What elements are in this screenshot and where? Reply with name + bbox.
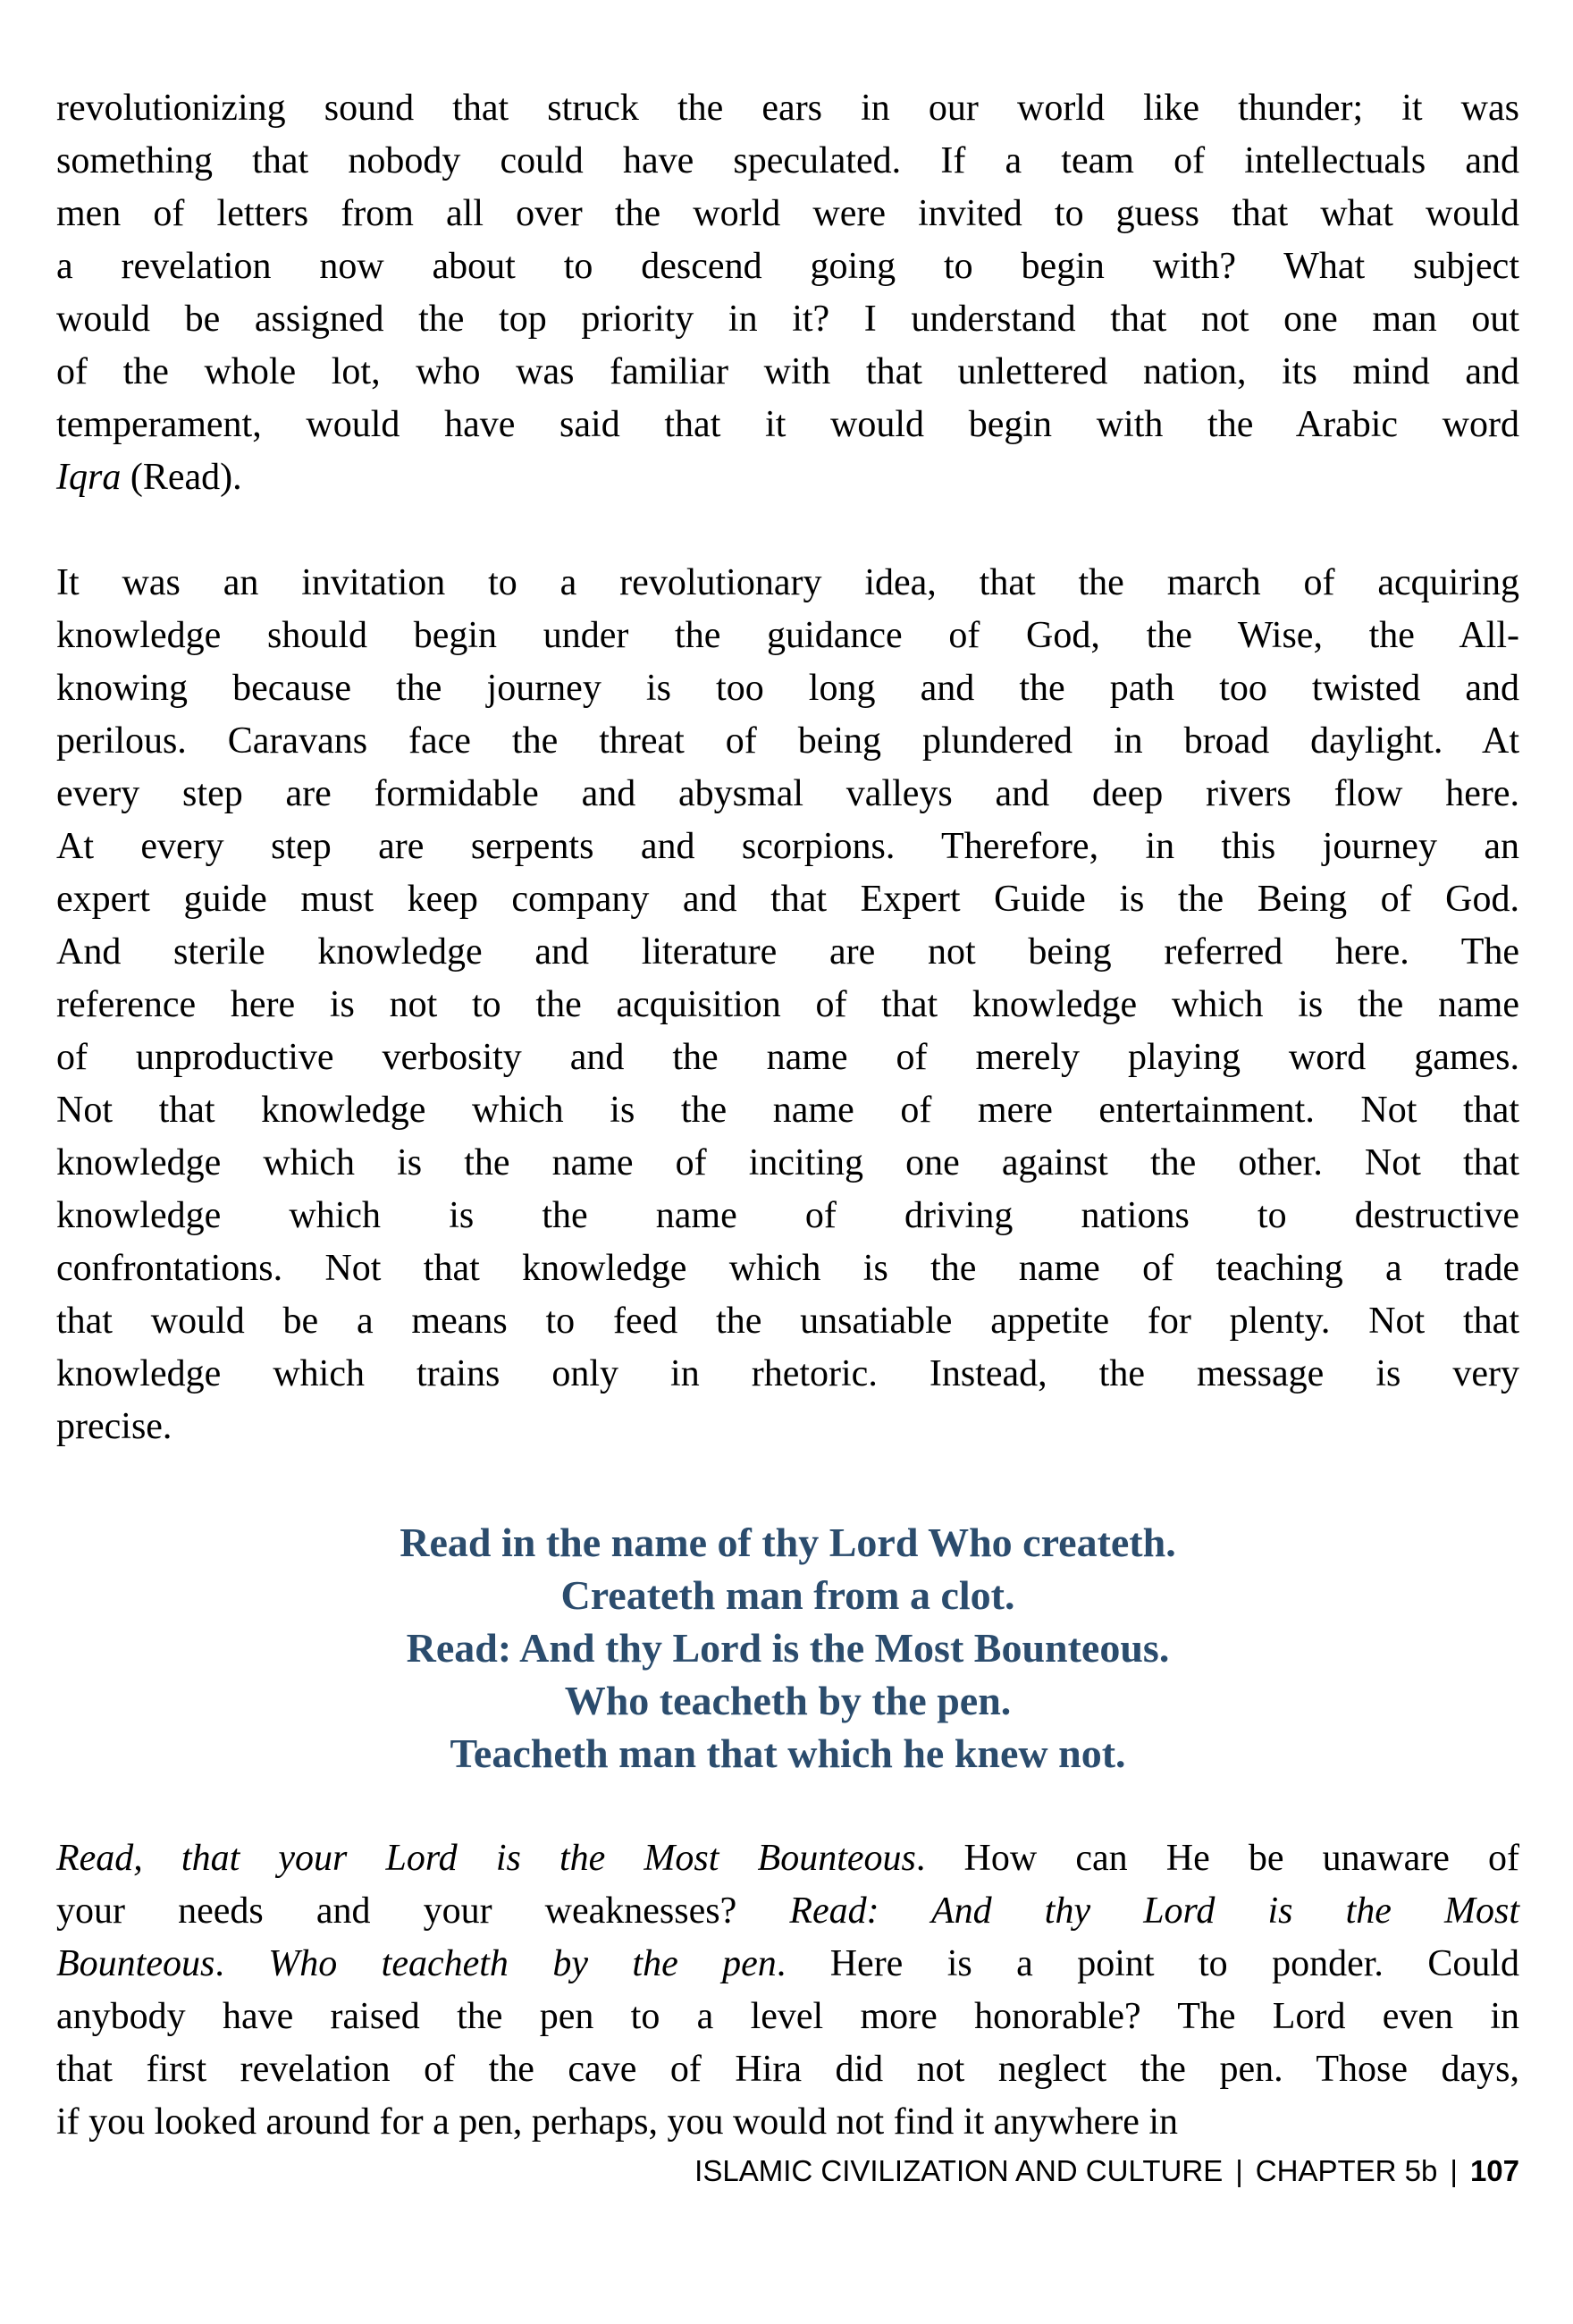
text-line: reference here is not to the acquisition of that knowledge which is the name xyxy=(56,984,1519,1025)
text-line: Not that knowledge which is the name of mere entertainment. Not that xyxy=(56,1090,1519,1131)
text-line xyxy=(56,1938,1519,1991)
paragraph-1 xyxy=(56,82,1519,504)
verse-line: Read: And thy Lord is the Most Bounteous. xyxy=(406,1625,1170,1671)
italic-text-segment: Read: And thy Lord is the Most xyxy=(789,1890,1519,1932)
text-line: knowledge which trains only in rhetoric. Instead, the message is very xyxy=(56,1353,1519,1394)
text-segment: (Read). xyxy=(121,457,242,498)
text-line: knowledge which is the name of inciting one against the other. Not that xyxy=(56,1142,1519,1183)
verse-line: Teacheth man that which he knew not. xyxy=(450,1730,1126,1776)
text-segment: . How can He be unaware of xyxy=(915,1838,1519,1879)
footer-page-number: 107 xyxy=(1469,2154,1519,2187)
italic-text-segment: Bounteous xyxy=(56,1943,215,1984)
text-line xyxy=(56,451,1519,504)
text-line: if you looked around for a pen, perhaps, you would not find it anywhere in xyxy=(56,2101,1179,2143)
text-segment: . xyxy=(214,1943,269,1984)
text-line: It was an invitation to a revolutionary idea, that the march of acquiring xyxy=(56,562,1519,603)
text-line: And sterile knowledge and literature are not being referred here. The xyxy=(56,931,1519,973)
text-line: of the whole lot, who was familiar with that unlettered nation, its mind and xyxy=(56,351,1519,392)
italic-text-segment: Who teacheth by the pen xyxy=(268,1943,777,1984)
paragraph-2 xyxy=(56,557,1519,1453)
text-line: every step are formidable and abysmal valleys and deep rivers flow here. xyxy=(56,773,1519,814)
text-line: that would be a means to feed the unsatiable appetite for plenty. Not that xyxy=(56,1301,1519,1342)
italic-text-segment: Iqra xyxy=(56,457,122,498)
verse-line: Createth man from a clot. xyxy=(560,1572,1015,1618)
footer-separator: | xyxy=(1235,2154,1243,2187)
text-line: knowledge which is the name of driving nations to destructive xyxy=(56,1195,1519,1236)
text-line: knowledge should begin under the guidance of God, the Wise, the All- xyxy=(56,615,1519,656)
text-segment: . Here is a point to ponder. Could xyxy=(776,1943,1520,1984)
verse-line: Read in the name of thy Lord Who createth. xyxy=(400,1520,1176,1565)
text-line: precise. xyxy=(56,1406,172,1447)
text-line: something that nobody could have speculated. If a team of intellectuals and xyxy=(56,140,1519,181)
verse-line: Who teacheth by the pen. xyxy=(564,1678,1012,1723)
text-line: expert guide must keep company and that Expert Guide is the Being of God. xyxy=(56,879,1519,920)
text-segment: your needs and your weaknesses? xyxy=(56,1890,790,1932)
text-line: temperament, would have said that it would begin with the Arabic word xyxy=(56,404,1519,445)
text-line: of unproductive verbosity and the name of merely playing word games. xyxy=(56,1037,1519,1078)
text-line: confrontations. Not that knowledge which is the name of teaching a trade xyxy=(56,1248,1519,1289)
footer-chapter-label: CHAPTER 5b xyxy=(1255,2154,1438,2187)
quran-verse-quote xyxy=(56,1516,1519,1780)
footer-separator: | xyxy=(1450,2154,1458,2187)
text-line: that first revelation of the cave of Hira did not neglect the pen. Those days, xyxy=(56,2049,1519,2090)
text-line: men of letters from all over the world were invited to guess that what would xyxy=(56,193,1519,234)
text-line xyxy=(56,1832,1519,1885)
text-line: knowing because the journey is too long and the path too twisted and xyxy=(56,668,1519,709)
text-line: anybody have raised the pen to a level more honorable? The Lord even in xyxy=(56,1996,1519,2037)
text-line: perilous. Caravans face the threat of being plundered in broad daylight. At xyxy=(56,720,1519,762)
paragraph-3 xyxy=(56,1832,1519,2149)
text-line: revolutionizing sound that struck the ears in our world like thunder; it was xyxy=(56,88,1519,129)
text-line xyxy=(56,1885,1519,1938)
text-line: At every step are serpents and scorpions. Therefore, in this journey an xyxy=(56,826,1519,867)
footer-book-title: ISLAMIC CIVILIZATION AND CULTURE xyxy=(694,2154,1224,2187)
text-line: would be assigned the top priority in it? I understand that not one man out xyxy=(56,299,1519,340)
italic-text-segment: Read, that your Lord is the Most Bounteous xyxy=(56,1838,916,1879)
page-footer xyxy=(56,2151,1519,2192)
text-line: a revelation now about to descend going to begin with? What subject xyxy=(56,246,1519,287)
